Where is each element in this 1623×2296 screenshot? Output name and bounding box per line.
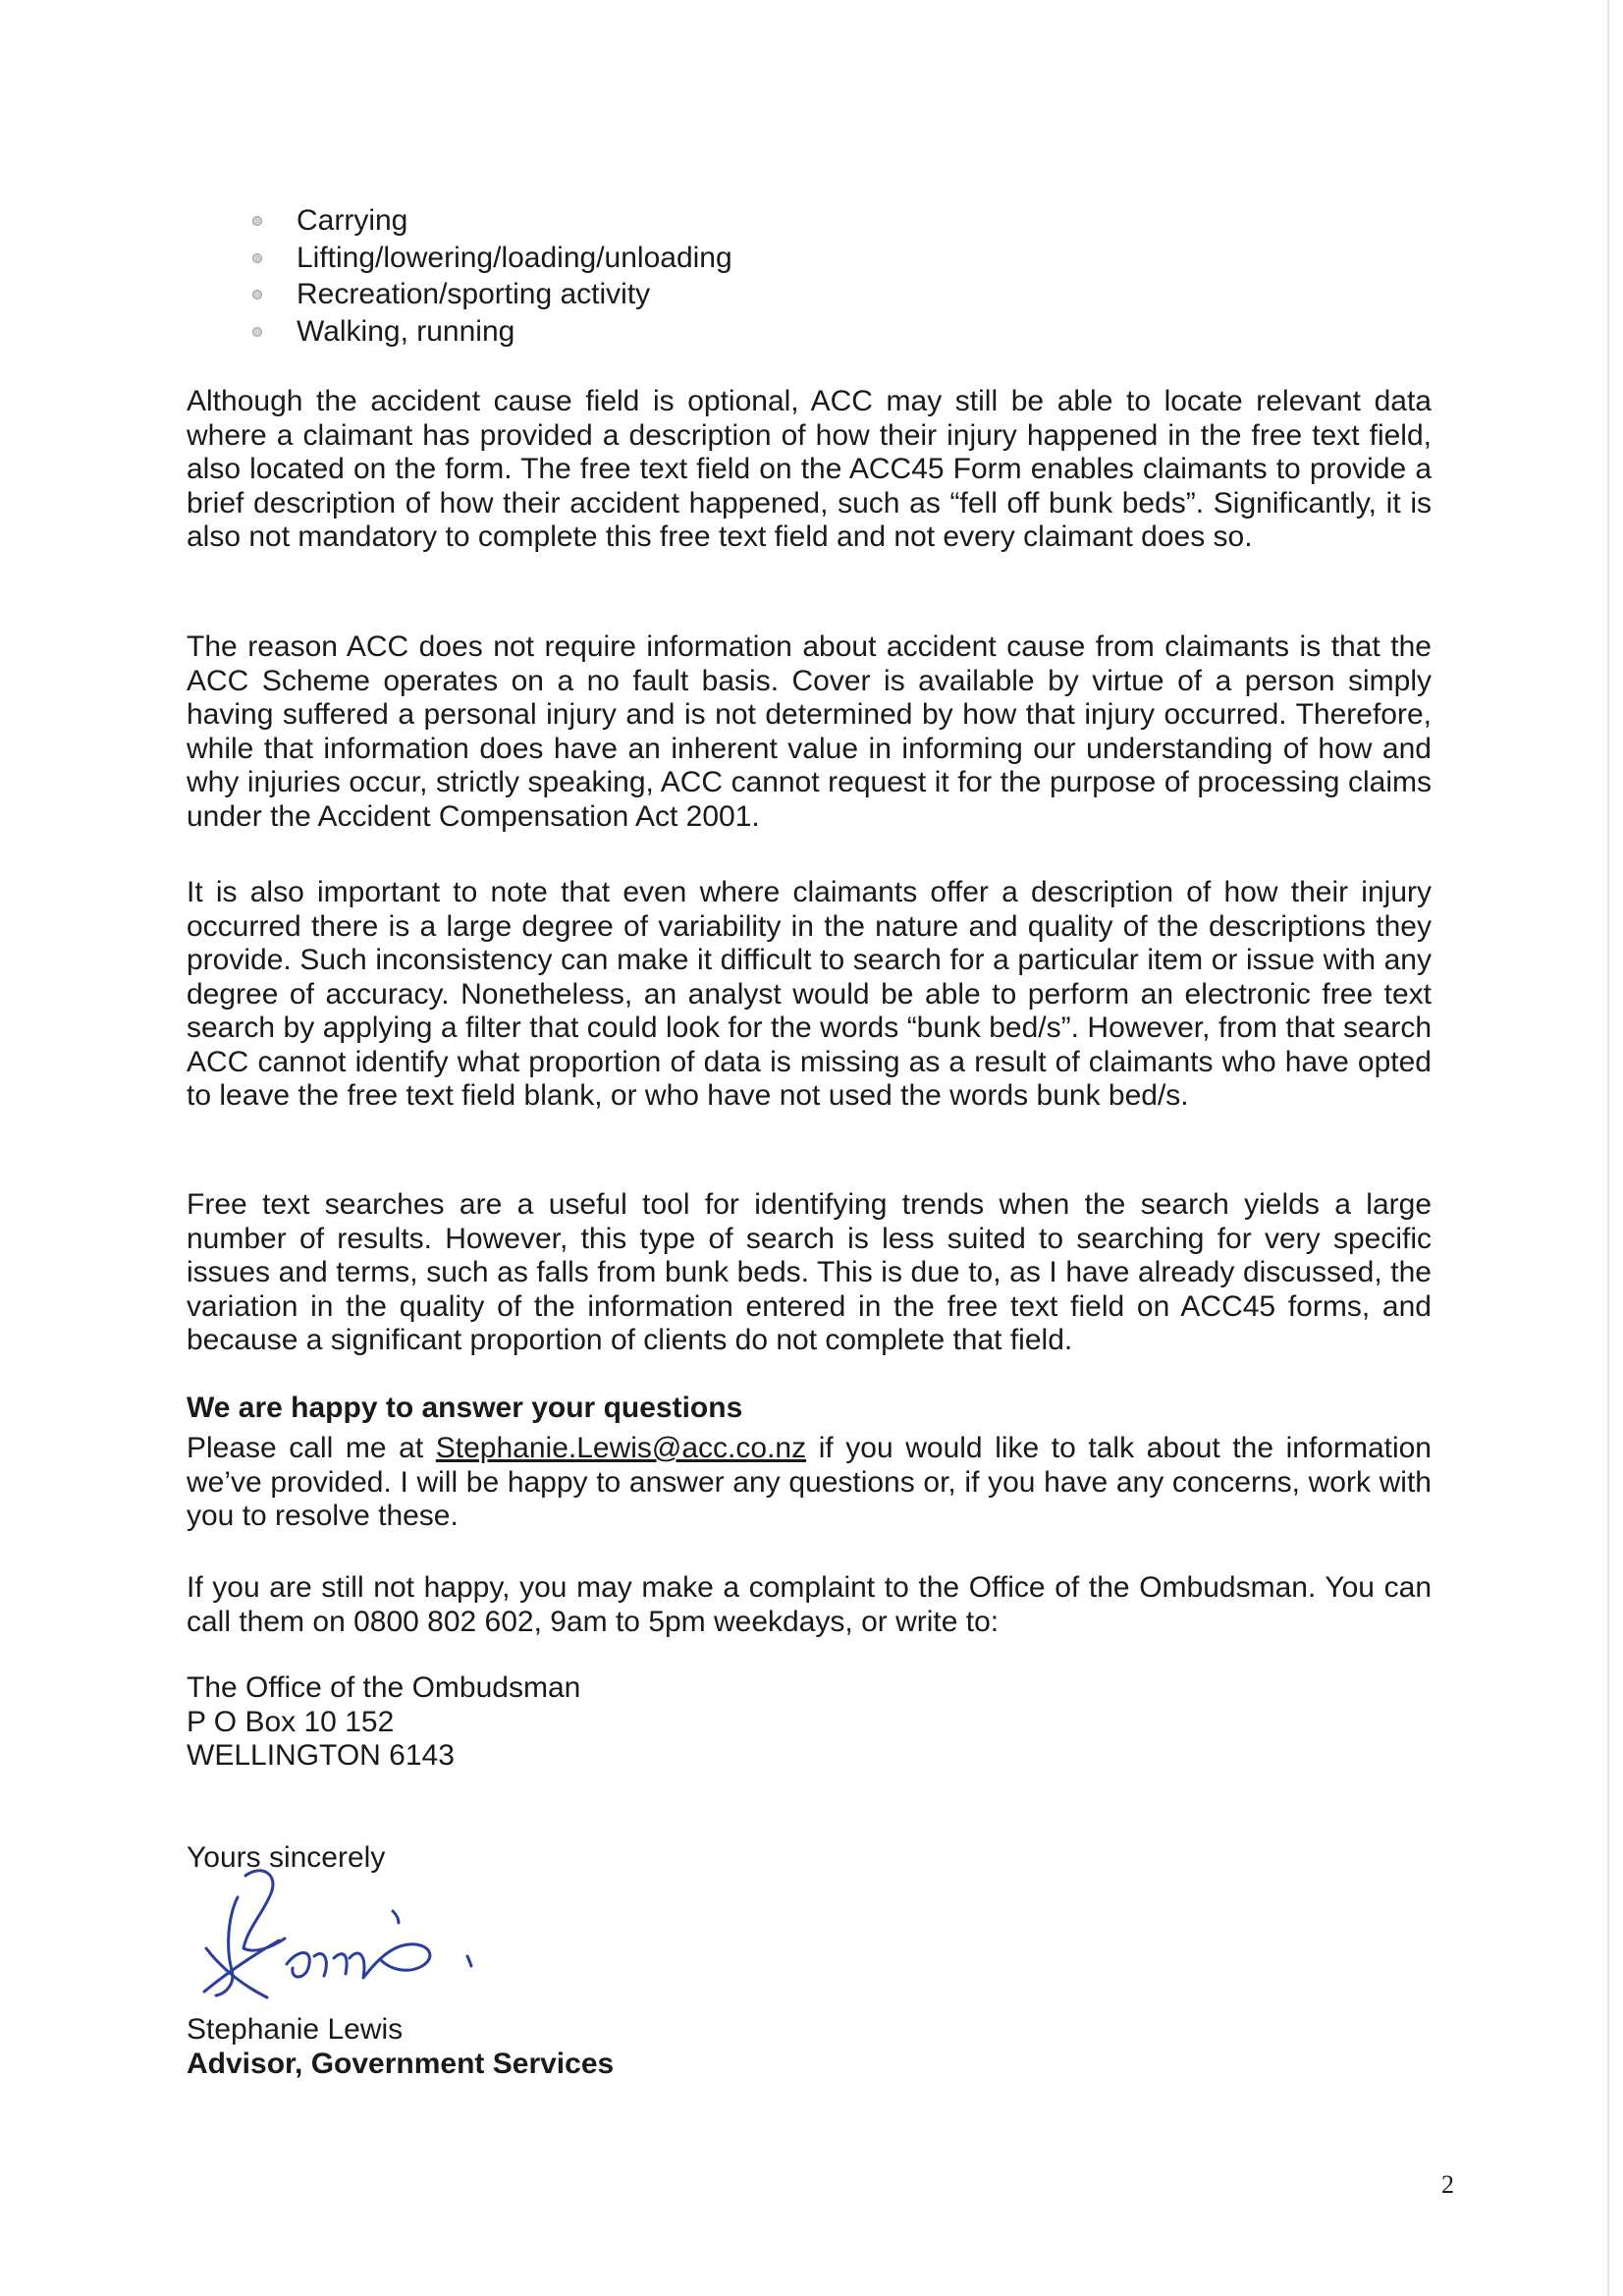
paragraph-accident-cause: Although the accident cause field is optional, ACC may still be able to locate relevant data where a claimant has provided a description of how their injury happened in the free text field, also located on the form. The free text field on the ACC45 Form enables claimants to provide a brief description of how their accident happened, such as “fell off bunk beds”. Significantly, it is also not mandatory to complete this free text field and not every claimant does so. bbox=[187, 385, 1432, 553]
list-item: Walking, running bbox=[245, 313, 732, 351]
bullet-icon bbox=[252, 327, 262, 337]
address-line: WELLINGTON 6143 bbox=[187, 1739, 455, 1772]
list-item: Carrying bbox=[245, 202, 732, 240]
address-line: P O Box 10 152 bbox=[187, 1705, 395, 1738]
ombudsman-address bbox=[187, 1671, 1432, 1774]
page-number: 2 bbox=[1441, 2170, 1454, 2199]
bullet-icon bbox=[252, 216, 262, 226]
signer-title: Advisor, Government Services bbox=[187, 2048, 615, 2080]
email-link[interactable]: Stephanie.Lewis@acc.co.nz bbox=[435, 1432, 807, 1464]
list-item: Recreation/sporting activity bbox=[245, 276, 732, 313]
section-heading: We are happy to answer your questions bbox=[187, 1392, 743, 1424]
paragraph-contact: Please call me at Stephanie.Lewis@acc.co.nz if you would like to talk about the information we’ve provided. I will be happy to answer any questions or, if you have any concerns, work with you to resolve these. bbox=[187, 1432, 1432, 1532]
list-item: Lifting/lowering/loading/unloading bbox=[245, 240, 732, 277]
address-line: The Office of the Ombudsman bbox=[187, 1671, 581, 1704]
signer-name: Stephanie Lewis bbox=[187, 2013, 404, 2046]
paragraph-free-text-search: Free text searches are a useful tool for identifying trends when the search yields a large number of results. However, this type of search is less suited to searching for very specific issues and terms, such as falls from bunk beds. This is due to, as I have already discussed, the variation in the quality of the information entered in the free text field on ACC45 forms, and because a significant proportion of clients do not complete that field. bbox=[187, 1188, 1432, 1356]
paragraph-no-fault: The reason ACC does not require information about accident cause from claimants is that the ACC Scheme operates on a no fault basis. Cover is available by virtue of a person simply having suffered a personal injury and is not determined by how that injury occurred. Therefore, while that information does have an inherent value in informing our understanding of how and why injuries occur, strictly speaking, ACC cannot request it for the purpose of processing claims under the Accident Compensation Act 2001. bbox=[187, 630, 1432, 833]
paragraph-ombudsman: If you are still not happy, you may make a complaint to the Office of the Ombudsman. You can call them on 0800 802 602, 9am to 5pm weekdays, or write to: bbox=[187, 1571, 1432, 1638]
signature-image bbox=[177, 1854, 501, 2026]
accident-cause-list bbox=[245, 202, 732, 350]
page-edge bbox=[1607, 0, 1609, 2296]
closing: Yours sincerely bbox=[187, 1841, 386, 1874]
bullet-icon bbox=[252, 253, 262, 263]
bullet-icon bbox=[252, 290, 262, 300]
paragraph-variability: It is also important to note that even where claimants offer a description of how their injury occurred there is a large degree of variability in the nature and quality of the descriptions they provide. Such inconsistency can make it difficult to search for a particular item or issue with any degree of accuracy. Nonetheless, an analyst would be able to perform an electronic free text search by applying a filter that could look for the words “bunk bed/s”. However, from that search ACC cannot identify what proportion of data is missing as a result of claimants who have opted to leave the free text field blank, or who have not used the words bunk bed/s. bbox=[187, 876, 1432, 1112]
